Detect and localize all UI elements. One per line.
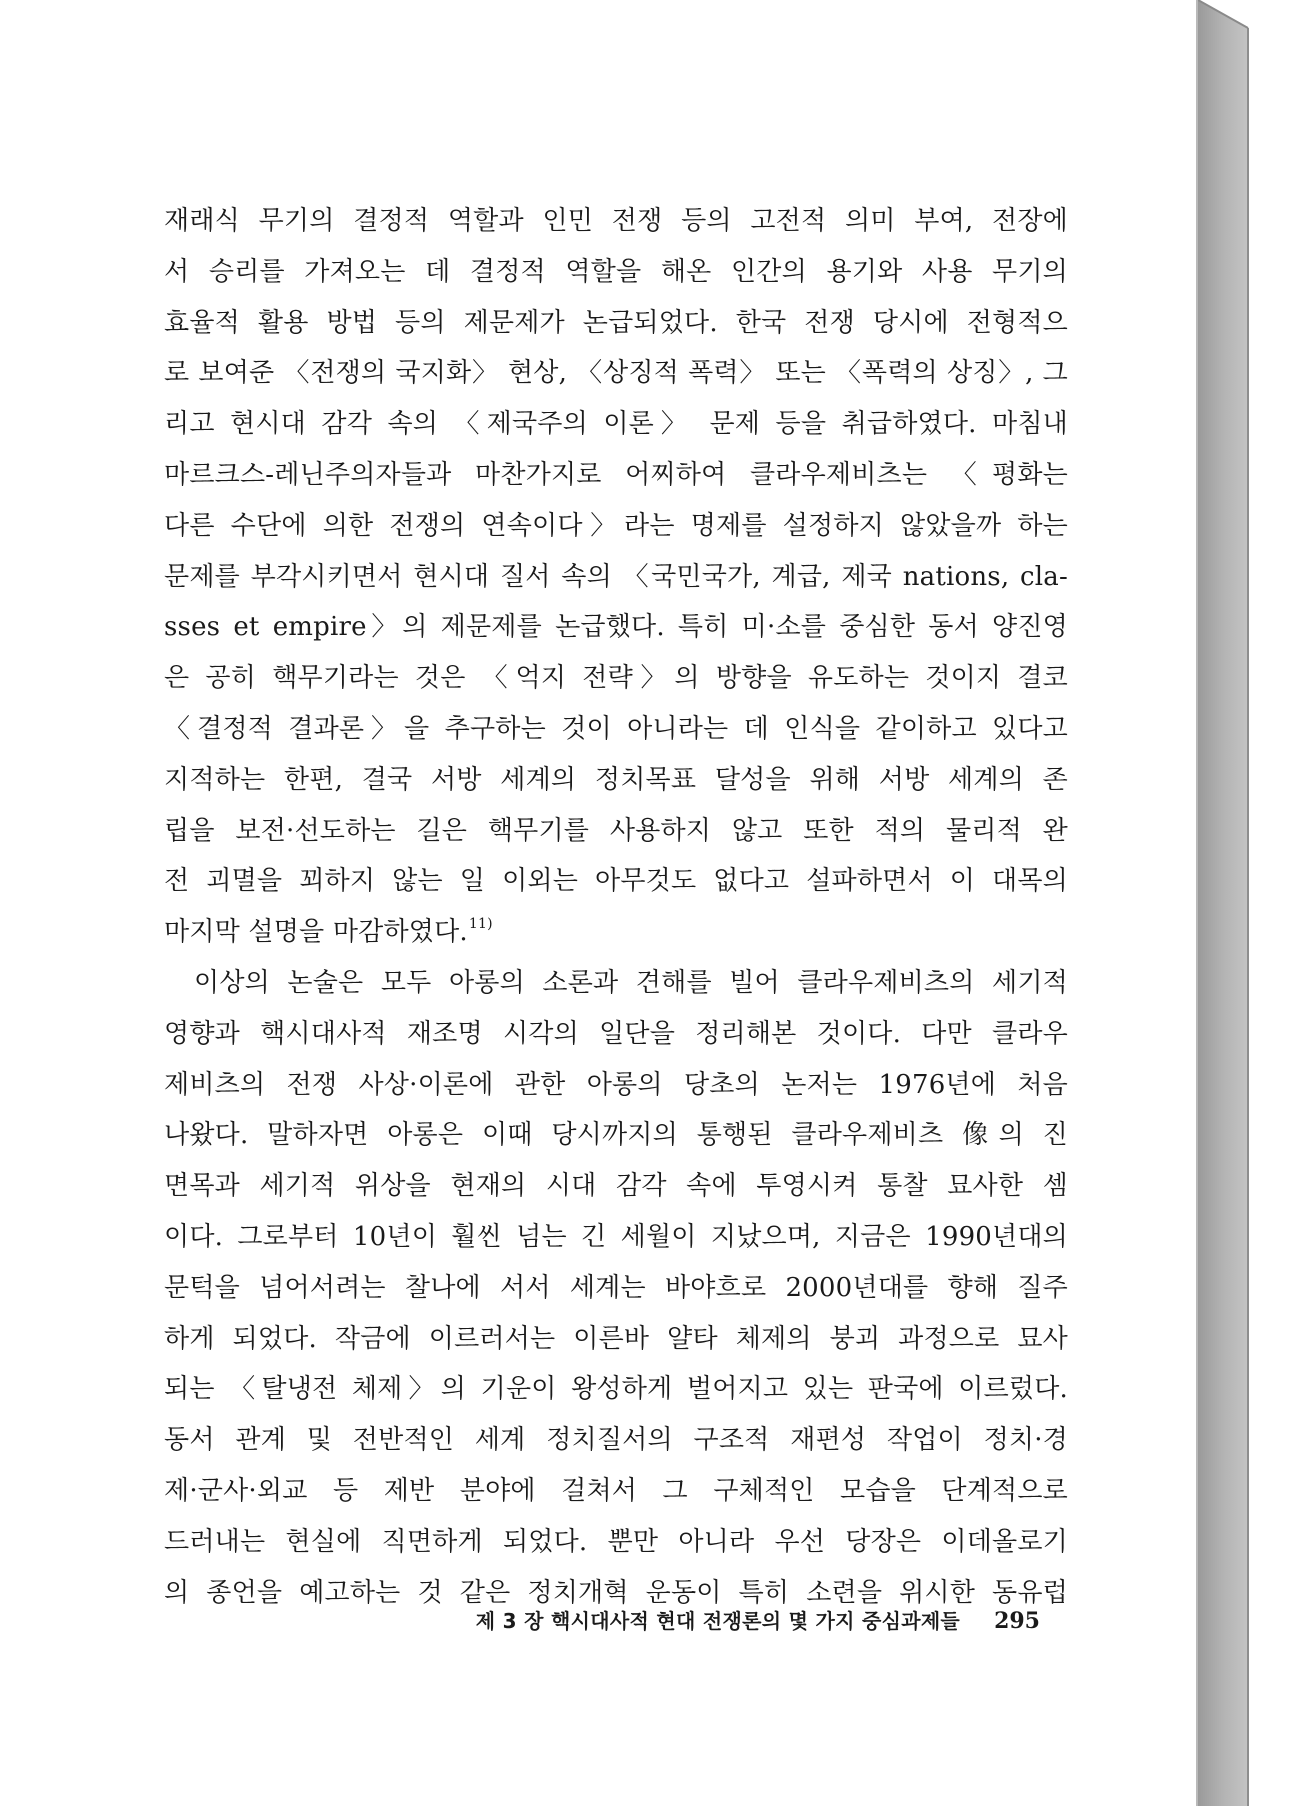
text-line: 면목과 세기적 위상을 현재의 시대 감각 속에 투영시켜 통찰 묘사한 셈 (164, 1171, 1068, 1202)
text-line: 리고 현시대 감각 속의 〈제국주의 이론〉 문제 등을 취급하였다. 마침내 (164, 409, 1068, 440)
text-line: 이다. 그로부터 10년이 훨씬 넘는 긴 세월이 지났으며, 지금은 1990년대의 (164, 1221, 1068, 1252)
text-line: 마지막 설명을 마감하였다. (164, 917, 468, 948)
text-line: 효율적 활용 방법 등의 제문제가 논급되었다. 한국 전쟁 당시에 전형적으 (164, 307, 1068, 338)
text-line: 이상의 논술은 모두 아롱의 소론과 견해를 빌어 클라우제비츠의 세기적 (194, 967, 1068, 998)
text-line: 되는 〈탈냉전 체제〉의 기운이 왕성하게 벌어지고 있는 판국에 이르렀다. (164, 1374, 1068, 1405)
text-line: 문턱을 넘어서려는 찰나에 서서 세계는 바야흐로 2000년대를 향해 질주 (164, 1272, 1068, 1303)
running-footer (0, 1606, 1040, 1636)
footnote-marker: 11) (468, 916, 493, 933)
text-line: 제비츠의 전쟁 사상·이론에 관한 아롱의 당초의 논저는 1976년에 처음 (164, 1069, 1068, 1100)
text-line: 마르크스-레닌주의자들과 마찬가지로 어찌하여 클라우제비츠는 〈평화는 (164, 459, 1068, 490)
text-line: 지적하는 한편, 결국 서방 세계의 정치목표 달성을 위해 서방 세계의 존 (164, 764, 1068, 795)
text-line: 립을 보전·선도하는 길은 핵무기를 사용하지 않고 또한 적의 물리적 완 (164, 815, 1068, 846)
text-line: 하게 되었다. 작금에 이르러서는 이른바 얄타 체제의 붕괴 과정으로 묘사 (164, 1323, 1068, 1354)
text-line: 동서 관계 및 전반적인 세계 정치질서의 구조적 재편성 작업이 정치·경 (164, 1425, 1068, 1456)
text-line: sses et empire〉의 제문제를 논급했다. 특히 미·소를 중심한 동서 양진영 (164, 612, 1068, 643)
text-line: 드러내는 현실에 직면하게 되었다. 뿐만 아니라 우선 당장은 이데올로기 (164, 1526, 1068, 1557)
page-number: 295 (994, 1608, 1040, 1634)
paragraph-end-line (164, 907, 1068, 958)
text-line: 로 보여준 〈전쟁의 국지화〉 현상, 〈상징적 폭력〉 또는 〈폭력의 상징〉, 그 (164, 358, 1068, 389)
text-line: 의 종언을 예고하는 것 같은 정치개혁 운동이 특히 소련을 위시한 동유럽 (164, 1577, 1068, 1608)
text-line: 은 공히 핵무기라는 것은 〈억지 전략〉의 방향을 유도하는 것이지 결코 (164, 663, 1068, 694)
book-spine-edge (1198, 0, 1308, 1806)
text-line: 전 괴멸을 꾀하지 않는 일 이외는 아무것도 없다고 설파하면서 이 대목의 (164, 866, 1068, 897)
text-line: 서 승리를 가져오는 데 결정적 역할을 해온 인간의 용기와 사용 무기의 (164, 256, 1068, 287)
page-body (164, 196, 1068, 1618)
text-line: 나왔다. 말하자면 아롱은 이때 당시까지의 통행된 클라우제비츠 像의 진 (164, 1120, 1068, 1151)
chapter-title: 제 3 장 핵시대사적 현대 전쟁론의 몇 가지 중심과제들 (475, 1609, 961, 1633)
text-line: 문제를 부각시키면서 현시대 질서 속의 〈국민국가, 계급, 제국 nations, cla- (164, 561, 1068, 592)
text-line: 영향과 핵시대사적 재조명 시각의 일단을 정리해본 것이다. 다만 클라우 (164, 1018, 1068, 1049)
text-line: 다른 수단에 의한 전쟁의 연속이다〉라는 명제를 설정하지 않았을까 하는 (164, 510, 1068, 541)
text-line: 제·군사·외교 등 제반 분야에 걸쳐서 그 구체적인 모습을 단계적으로 (164, 1475, 1068, 1506)
text-line: 〈결정적 결과론〉을 추구하는 것이 아니라는 데 인식을 같이하고 있다고 (164, 713, 1068, 744)
text-line: 재래식 무기의 결정적 역할과 인민 전쟁 등의 고전적 의미 부여, 전장에 (164, 206, 1068, 236)
